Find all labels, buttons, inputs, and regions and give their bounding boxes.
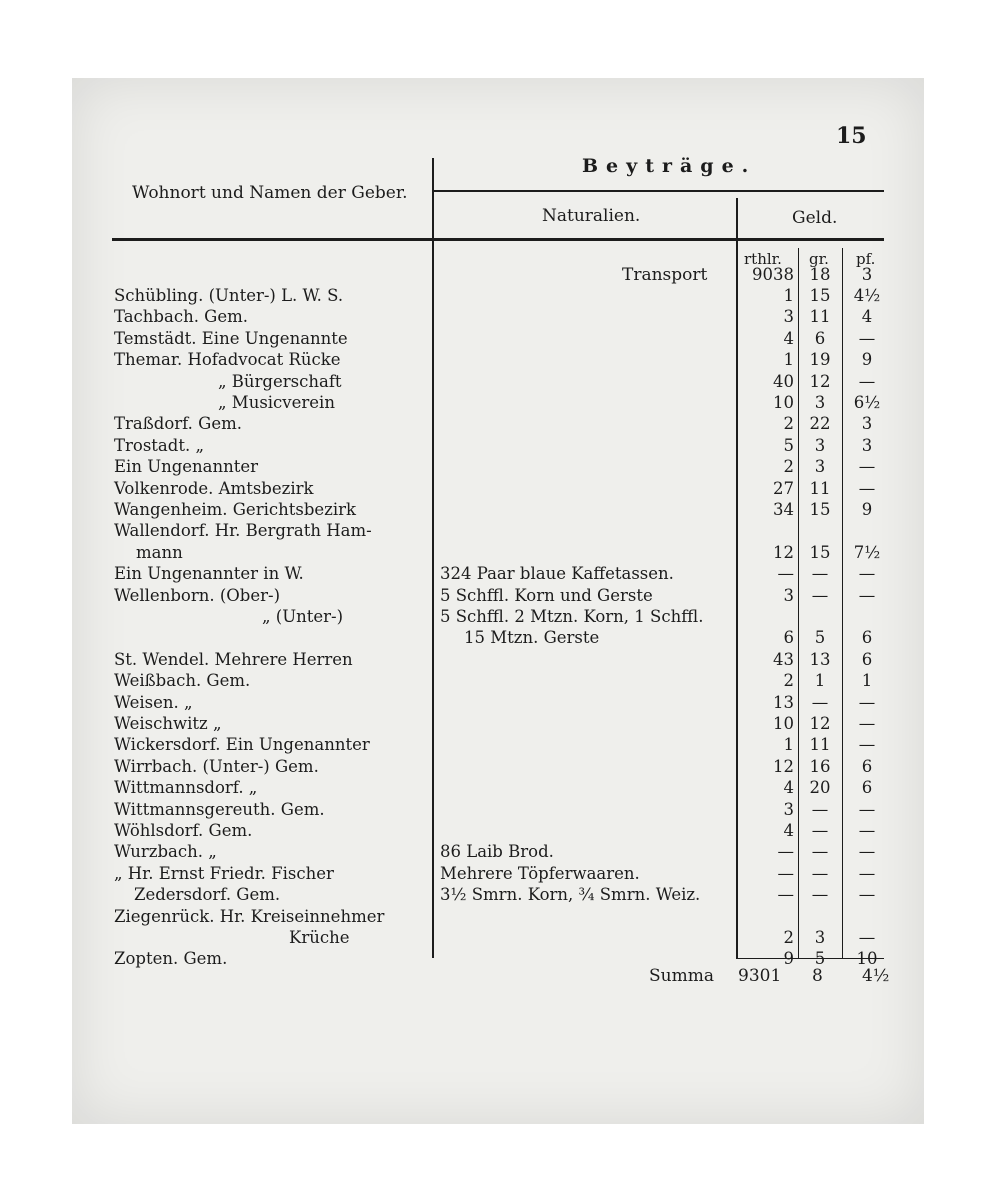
row-gr: 11 [809, 479, 831, 498]
row-pf: 10 [856, 949, 878, 968]
row-naturalien: 15 Mtzn. Gerste [464, 628, 600, 647]
row-rthlr: 6 [783, 628, 794, 647]
row-pf: — [858, 564, 876, 583]
transport-rthlr: 9038 [752, 265, 794, 284]
row-gr: 13 [809, 650, 831, 669]
row-gr: 3 [814, 928, 826, 947]
header-rthlr: rthlr. [744, 250, 782, 268]
row-pf: 4 [861, 307, 873, 326]
row-pf: — [858, 735, 876, 754]
row-rthlr: 43 [773, 650, 794, 669]
row-pf: 1 [861, 671, 873, 690]
row-rthlr: 3 [783, 307, 794, 326]
scanned-page [72, 78, 924, 1124]
row-naturalien: Mehrere Töpferwaaren. [440, 864, 640, 883]
row-rthlr: 12 [773, 757, 794, 776]
row-rthlr: — [777, 864, 794, 883]
row-gr: 6 [814, 329, 826, 348]
row-pf: — [858, 457, 876, 476]
row-name: St. Wendel. Mehrere Herren [114, 650, 353, 669]
row-pf: 3 [861, 436, 873, 455]
row-gr: — [811, 693, 829, 712]
row-gr: 11 [809, 735, 831, 754]
divider-gr-pf [842, 248, 843, 958]
row-pf: — [858, 372, 876, 391]
row-gr: 16 [809, 757, 831, 776]
row-rthlr: 34 [773, 500, 794, 519]
row-name: Wellenborn. (Ober-) [114, 586, 281, 605]
row-gr: 19 [809, 350, 831, 369]
row-name: Zopten. Gem. [114, 949, 228, 968]
transport-label: Transport [622, 265, 708, 285]
row-rthlr: 10 [773, 393, 794, 412]
row-gr: — [811, 842, 829, 861]
row-pf: — [858, 329, 876, 348]
row-gr: 15 [809, 543, 831, 562]
row-name: Wickersdorf. Ein Ungenannter [114, 735, 370, 754]
header-geld: Geld. [792, 208, 838, 228]
row-pf: — [858, 864, 876, 883]
row-naturalien: 5 Schffl. Korn und Gerste [440, 586, 653, 605]
row-rthlr: 4 [783, 329, 794, 348]
row-gr: — [811, 821, 829, 840]
row-name: Weisen. „ [114, 693, 193, 712]
row-gr: 3 [814, 457, 826, 476]
header-beitraege: Beyträge. [582, 155, 757, 177]
row-pf: — [858, 586, 876, 605]
row-name: „ Bürgerschaft [218, 372, 342, 391]
row-pf: 6 [861, 757, 873, 776]
row-pf: — [858, 800, 876, 819]
page-number: 15 [836, 123, 867, 149]
row-name: Themar. Hofadvocat Rücke [114, 350, 341, 369]
row-name: Ein Ungenannter in W. [114, 564, 304, 583]
divider-names-naturalien [432, 158, 434, 958]
rule-header-bottom [112, 238, 884, 241]
row-rthlr: 1 [783, 350, 794, 369]
row-rthlr: 1 [783, 735, 794, 754]
row-naturalien: 3½ Smrn. Korn, ¾ Smrn. Weiz. [440, 885, 701, 904]
row-name: Wittmannsgereuth. Gem. [114, 800, 325, 819]
row-rthlr: 13 [773, 693, 794, 712]
summa-gr: 8 [812, 966, 823, 986]
row-pf: 4½ [853, 286, 881, 305]
row-pf: — [858, 714, 876, 733]
row-name: Wirrbach. (Unter-) Gem. [114, 757, 319, 776]
row-gr: 11 [809, 307, 831, 326]
row-name: Ein Ungenannter [114, 457, 259, 476]
row-rthlr: — [777, 564, 794, 583]
row-naturalien: 5 Schffl. 2 Mtzn. Korn, 1 Schffl. [440, 607, 704, 626]
row-gr: 12 [809, 372, 831, 391]
row-name: Weißbach. Gem. [114, 671, 251, 690]
row-gr: 20 [809, 778, 831, 797]
row-naturalien: 324 Paar blaue Kaffetassen. [440, 564, 674, 583]
row-name: Schübling. (Unter-) L. W. S. [114, 286, 344, 305]
row-pf: 7½ [853, 543, 881, 562]
row-gr: — [811, 586, 829, 605]
row-pf: — [858, 821, 876, 840]
divider-rthlr-gr [798, 248, 799, 958]
row-pf: 9 [861, 500, 873, 519]
divider-naturalien-geld [736, 198, 738, 958]
row-name: Ziegenrück. Hr. Kreiseinnehmer [114, 907, 385, 926]
row-rthlr: 12 [773, 543, 794, 562]
row-pf: — [858, 479, 876, 498]
row-rthlr: 3 [783, 800, 794, 819]
row-gr: — [811, 885, 829, 904]
row-rthlr: 27 [773, 479, 794, 498]
row-pf: — [858, 928, 876, 947]
row-rthlr: 2 [783, 414, 794, 433]
row-pf: — [858, 885, 876, 904]
row-gr: 12 [809, 714, 831, 733]
row-name: Trostadt. „ [114, 436, 204, 455]
header-wohnort: Wohnort und Namen der Geber. [132, 183, 408, 203]
row-rthlr: — [777, 885, 794, 904]
row-rthlr: 40 [773, 372, 794, 391]
row-rthlr: 9 [783, 949, 794, 968]
rule-under-beitraege [432, 190, 884, 192]
row-rthlr: 2 [783, 928, 794, 947]
row-rthlr: 2 [783, 671, 794, 690]
header-gr: gr. [809, 250, 829, 268]
row-rthlr: 5 [783, 436, 794, 455]
row-pf: 9 [861, 350, 873, 369]
row-gr: 3 [814, 393, 826, 412]
row-gr: 22 [809, 414, 831, 433]
row-gr: 5 [814, 628, 826, 647]
row-name: Wöhlsdorf. Gem. [114, 821, 253, 840]
row-pf: 3 [861, 414, 873, 433]
row-gr: — [811, 564, 829, 583]
row-rthlr: 4 [783, 778, 794, 797]
row-pf: — [858, 693, 876, 712]
row-name: Wallendorf. Hr. Bergrath Ham- [114, 521, 372, 540]
row-name: Zedersdorf. Gem. [134, 885, 281, 904]
row-name: mann [136, 543, 183, 562]
row-rthlr: 2 [783, 457, 794, 476]
row-naturalien: 86 Laib Brod. [440, 842, 554, 861]
row-pf: 6 [861, 778, 873, 797]
header-pf: pf. [856, 250, 876, 268]
row-rthlr: — [777, 842, 794, 861]
row-rthlr: 3 [783, 586, 794, 605]
row-gr: — [811, 800, 829, 819]
row-name: Volkenrode. Amtsbezirk [114, 479, 314, 498]
transport-pf: 3 [861, 265, 873, 284]
row-name: Temstädt. Eine Ungenannte [114, 329, 348, 348]
summa-rthlr: 9301 [738, 966, 782, 986]
row-name: „ Musicverein [218, 393, 335, 412]
row-name: Tachbach. Gem. [114, 307, 249, 326]
row-pf: 6½ [853, 393, 881, 412]
row-rthlr: 4 [783, 821, 794, 840]
row-gr: — [811, 864, 829, 883]
row-pf: 6 [861, 650, 873, 669]
row-pf: 6 [861, 628, 873, 647]
summa-label: Summa [649, 966, 714, 986]
row-name: Wittmannsdorf. „ [114, 778, 258, 797]
transport-gr: 18 [809, 265, 831, 284]
row-pf: — [858, 842, 876, 861]
header-naturalien: Naturalien. [542, 206, 641, 226]
row-name: Traßdorf. Gem. [114, 414, 242, 433]
row-name: Wangenheim. Gerichtsbezirk [114, 500, 357, 519]
row-rthlr: 10 [773, 714, 794, 733]
row-name: Weischwitz „ [114, 714, 222, 733]
row-gr: 15 [809, 286, 831, 305]
row-name: „ Hr. Ernst Friedr. Fischer [114, 864, 334, 883]
row-gr: 5 [814, 949, 826, 968]
summa-pf: 4½ [862, 966, 890, 986]
row-gr: 3 [814, 436, 826, 455]
row-gr: 15 [809, 500, 831, 519]
row-name: „ (Unter-) [262, 607, 344, 626]
row-name: Wurzbach. „ [114, 842, 217, 861]
row-name: Krüche [289, 928, 350, 947]
row-gr: 1 [814, 671, 826, 690]
row-rthlr: 1 [783, 286, 794, 305]
